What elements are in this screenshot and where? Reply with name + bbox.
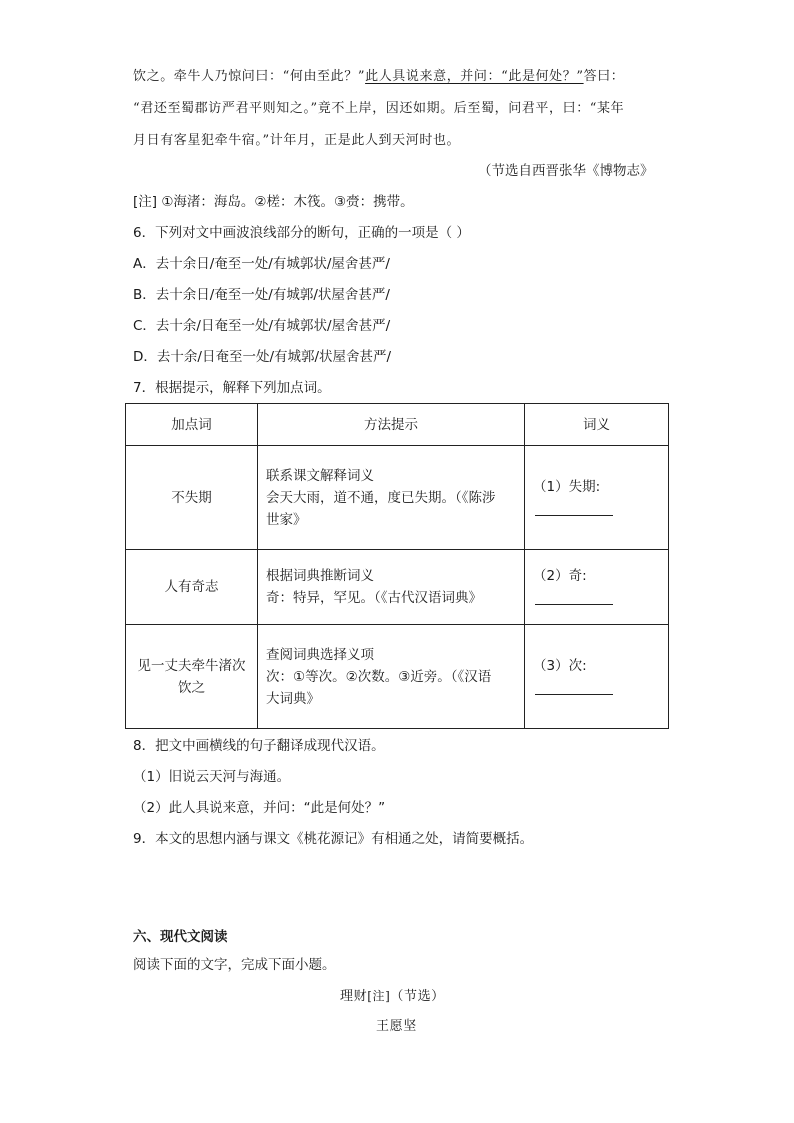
- row3-word-line-1: 见一丈夫牵牛渚次: [137, 657, 246, 674]
- row2-hint: [258, 550, 525, 625]
- row3-hint-line-2: 次：①等次。②次数。③近旁。（《汉语: [266, 668, 492, 685]
- table-row: [126, 446, 669, 550]
- passage-line-3: 月日有客星犯牵牛宿。”计年月，正是此人到天河时也。: [133, 133, 461, 148]
- row2-answer-label: （2）奇:: [533, 568, 587, 584]
- row2-answer-blank[interactable]: [535, 590, 613, 605]
- row1-word: 不失期: [126, 446, 258, 550]
- passage-line-2: “君还至蜀郡访严君平则知之。”竟不上岸，因还如期。后至蜀，问君平，曰：“某年: [133, 101, 625, 116]
- section-6-heading: 六、现代文阅读: [133, 929, 228, 945]
- question-6-option-b[interactable]: B．去十余日/奄至一处/有城郭/状屋舍甚严/: [133, 287, 390, 303]
- question-8-item-1: （1）旧说云天河与海通。: [133, 769, 291, 785]
- header-method: 方法提示: [258, 404, 525, 446]
- article-author: 王愿坚: [376, 1019, 417, 1034]
- header-meaning: 词义: [525, 404, 669, 446]
- row2-answer-cell: [525, 550, 669, 625]
- question-6-option-c[interactable]: C．去十余/日奄至一处/有城郭状/屋舍甚严/: [133, 318, 391, 334]
- article-title-note: [注]: [367, 989, 391, 1003]
- row3-answer-label: （3）次:: [533, 657, 587, 674]
- question-6-stem: 6．下列对文中画波浪线部分的断句，正确的一项是（ ）: [133, 225, 470, 241]
- row3-answer-blank[interactable]: [535, 680, 613, 695]
- row3-answer-cell: [525, 625, 669, 729]
- row1-hint: [258, 446, 525, 550]
- row3-word: [126, 625, 258, 729]
- article-title-suffix: （节选）: [390, 989, 445, 1004]
- row2-hint-line-1: 根据词典推断词义: [266, 568, 374, 584]
- row1-hint-line-1: 联系课文解释词义: [266, 467, 374, 484]
- row1-hint-line-2: 会天大雨，道不通，度已失期。（《陈涉: [266, 489, 496, 506]
- row2-hint-line-2: 奇：特异，罕见。（《古代汉语词典》: [266, 590, 482, 606]
- question-6-option-a[interactable]: A．去十余日/奄至一处/有城郭状/屋舍甚严/: [133, 256, 390, 272]
- passage-source: （节选自西晋张华《博物志》: [478, 163, 654, 179]
- question-8-stem: 8．把文中画横线的句子翻译成现代汉语。: [133, 738, 385, 754]
- row3-word-line-2: 饮之: [178, 679, 205, 696]
- passage-line-1: [133, 67, 624, 87]
- article-title-text: 理财: [340, 989, 368, 1004]
- table-row: [126, 550, 669, 625]
- question-7-stem: 7．根据提示，解释下列加点词。: [133, 380, 331, 396]
- passage-line-1-end: 答曰：: [583, 69, 625, 84]
- row1-answer-cell: [525, 446, 669, 550]
- header-word: 加点词: [126, 404, 258, 446]
- row3-hint: [258, 625, 525, 729]
- row1-answer-blank[interactable]: [535, 501, 613, 516]
- section-6-instruction: 阅读下面的文字，完成下面小题。: [133, 957, 336, 973]
- question-8-item-2: （2）此人具说来意，并问：“此是何处？”: [133, 800, 386, 816]
- table-row: [126, 625, 669, 729]
- underlined-sentence: 此人具说来意，并问：“此是何处？”: [365, 69, 584, 84]
- question-6-option-d[interactable]: D．去十余/日奄至一处/有城郭/状屋舍甚严/: [133, 349, 392, 365]
- question-9-stem: 9．本文的思想内涵与课文《桃花源记》有相通之处，请简要概括。: [133, 831, 534, 847]
- row3-hint-line-1: 查阅词典选择义项: [266, 646, 374, 663]
- table-header-row: [126, 404, 669, 446]
- annotation-note: [注] ①海渚：海岛。②槎：木筏。③赍：携带。: [133, 194, 414, 210]
- row2-word: 人有奇志: [126, 550, 258, 625]
- article-title: [340, 986, 445, 1007]
- row1-answer-label: （1）失期:: [533, 478, 601, 495]
- row3-hint-line-3: 大词典》: [266, 690, 320, 707]
- row1-hint-line-3: 世家》: [266, 511, 307, 528]
- word-meaning-table: [125, 403, 669, 729]
- passage-line-1-start: 饮之。牵牛人乃惊问曰：“何由至此？”: [133, 69, 366, 84]
